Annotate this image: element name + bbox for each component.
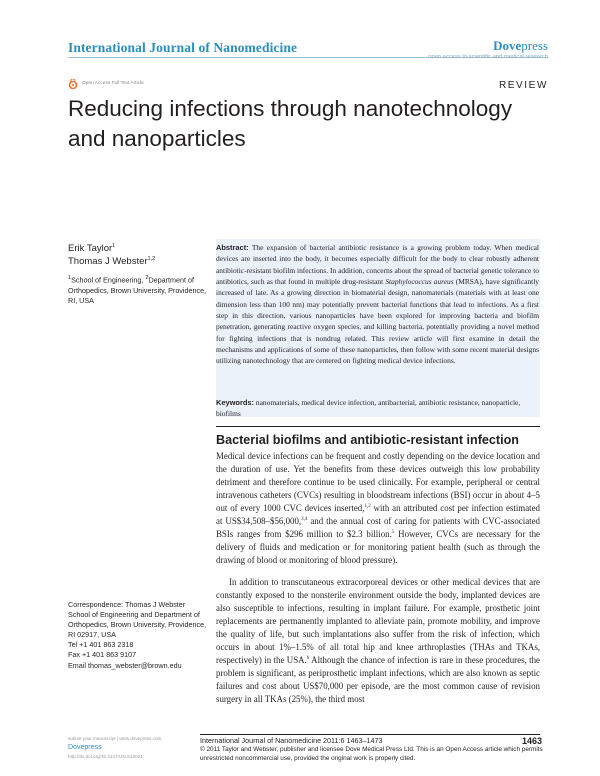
section-divider bbox=[216, 426, 540, 427]
author-2: Thomas J Webster$^{1,2}$ bbox=[68, 256, 156, 268]
correspondence-fax: Fax +1 401 863 9107 bbox=[68, 650, 137, 660]
publisher-tagline: open access to scientific and medical research bbox=[428, 54, 548, 60]
journal-name: International Journal of Nanomedicine bbox=[68, 40, 298, 55]
affiliations: $^1$School of Engineering, $^2$Department of Orthopedics, Brown University, Providence, RI, USA bbox=[68, 275, 207, 305]
open-access-icon bbox=[68, 79, 78, 89]
correspondence bbox=[68, 600, 213, 671]
abstract: Abstract: The expansion of bacterial antibiotic resistance is a growing problem today. When medical devices are inserted into the body, it becomes especially difficult for the body to clear robustly adherent antibiotic-resistant biofilm infections. In addition, concerns about the spread of bacterial genetic tolerance to antibiotics, such as that found in multiple drug-resistant Staphylococcus aureus (MRSA), have significantly increased of late. As a growing direction in biomaterial design, nanomaterials (materials with at least one dimension less than 100 nm) may potentially prevent bacterial functions that lead to infections. As a first step in this direction, various nanoparticles have been explored for improving bacteria and biofilm penetration, generating reactive oxygen species, and killing bacteria, potentially providing a novel method for fighting infections that is nondrug related. This review article will first examine in detail the mechanisms and applications of some of these nanoparticles, then follow with some recent material designs utilizing nanotechnology that are centered on fighting medical device infections. bbox=[216, 243, 540, 366]
footer-citation: International Journal of Nanomedicine 2011:6 1463–1473 bbox=[200, 736, 383, 745]
body-paragraph-1: Medical device infections can be frequent and costly depending on the device location and the duration of use. Yet the benefits from these devices outweigh this low probability detriment and therefore continue to be used clinically. For example, peripheral or central intravenous catheters (CVCs) resulting in bloodstream infections (BSI) occur in about 4–5 out of every 1000 CVC devices inserted,$^{1,2}$ with an attributed cost per infection estimated at US$34,508–$56,000,$^{3,4}$ and the annual cost of caring for patients with CVC-associated BSIs ranges from $296 million to $2.3 billion.$^5$ However, CVCs are necessary for the delivery of fluids and medication or for monitoring patient health (such as through the drawing of blood or monitoring of blood pressure). bbox=[216, 451, 540, 566]
page-number: 1463 bbox=[521, 736, 542, 746]
open-access-label: Open Access Full Text Article bbox=[82, 81, 144, 86]
publisher-logo[interactable]: Dovepress bbox=[493, 38, 548, 53]
correspondence-email[interactable]: Email thomas_webster@brown.edu bbox=[68, 660, 182, 670]
correspondence-label: Correspondence: Thomas J Webster bbox=[68, 600, 186, 609]
article-title: Reducing infections through nanotechnology and nanoparticles bbox=[68, 96, 513, 151]
footer-doi-link[interactable]: http://dx.doi.org/10.2147/IJN.S22021 bbox=[68, 754, 143, 759]
article-type: REVIEW bbox=[498, 80, 548, 91]
footer-rule bbox=[200, 734, 540, 735]
author-1: Erik Taylor$^1$ bbox=[68, 243, 116, 255]
footer-submit-link[interactable]: submit your manuscript | www.dovepress.com bbox=[68, 736, 162, 741]
keywords: Keywords: nanomaterials, medical device infection, antibacterial, antibiotic resistance, nanoparticle, biofilms bbox=[216, 398, 521, 419]
correspondence-address: School of Engineering and Department of Orthopedics, Brown University, Providence, RI 02917, USA bbox=[68, 610, 207, 640]
footer-dovepress-logo: Dovepress bbox=[68, 744, 102, 751]
footer-copyright: © 2011 Taylor and Webster, publisher and licensee Dove Medical Press Ltd. This is an Open Access article which permits unrestricted noncommercial use, provided the original work is properly cited. bbox=[200, 746, 543, 762]
body-paragraph-2: In addition to transcutaneous extracorporeal devices or other medical devices that are constantly exposed to the nonsterile environment outside the body, implanted devices are also susceptible to infections, resulting in implant failure. For example, prosthetic joint replacements are permanently implanted to alleviate pain, promote mobility, and improve the quality of life, but such implantations also suffer from the risk of infection, which occurs in about 1%–1.5% of all total hip and knee arthroplasties (THAs and TKAs, respectively) in the USA.$^6$ Although the chance of infection is rare in these procedures, the problem is significant, as periprosthetic implant infections, which are also known as septic failures and cost about US$70,000 per episode, are the most common cause of revision surgery in all TKAs (25%), the third most bbox=[216, 577, 540, 705]
section-heading: Bacterial biofilms and antibiotic-resistant infection bbox=[216, 433, 520, 447]
correspondence-tel: Tel +1 401 863 2318 bbox=[68, 640, 134, 650]
